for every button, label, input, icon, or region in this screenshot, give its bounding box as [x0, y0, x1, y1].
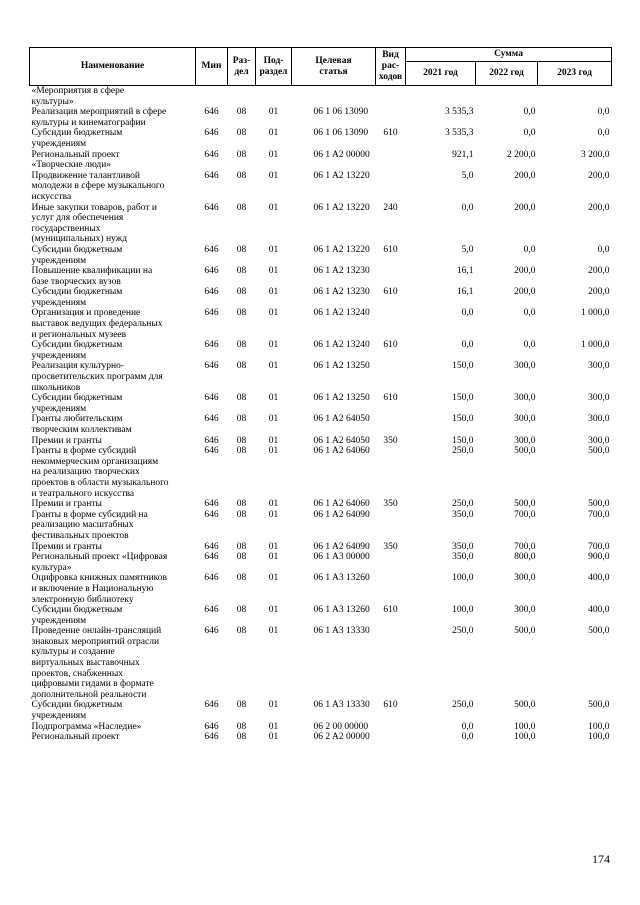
cell-min: 646 — [204, 170, 219, 181]
table-row — [30, 86, 612, 108]
cell-v2022: 300,0 — [514, 605, 536, 616]
cell-v2023: 300,0 — [588, 393, 610, 404]
cell-vr: 610 — [383, 605, 398, 616]
header-min: Мин — [196, 48, 228, 86]
cell-vr — [376, 150, 406, 171]
cell-v2023: 200,0 — [588, 287, 610, 298]
cell-v2023: 3 200,0 — [581, 149, 610, 160]
cell-rz: 08 — [236, 340, 247, 351]
cell-vr: 610 — [383, 700, 398, 711]
cell-pr: 01 — [268, 700, 279, 711]
cell-ks — [292, 86, 376, 108]
header-name: Наименование — [30, 48, 196, 86]
cell-v2023: 200,0 — [588, 202, 610, 213]
header-2023: 2023 год — [538, 62, 612, 86]
cell-rz: 08 — [236, 107, 247, 118]
cell-pr: 01 — [268, 721, 279, 732]
cell-vr: 610 — [383, 287, 398, 298]
header-sum: Сумма — [406, 48, 612, 62]
table-row — [30, 700, 612, 721]
cell-v2023: 500,0 — [588, 626, 610, 637]
cell-v2023: 900,0 — [588, 552, 610, 563]
cell-min: 646 — [204, 128, 219, 139]
table-row — [30, 107, 612, 128]
cell-v2022: 300,0 — [514, 573, 536, 584]
cell-rz: 08 — [236, 308, 247, 319]
cell-ks: 06 1 A2 13220 — [313, 202, 370, 213]
table-row — [30, 732, 612, 743]
cell-v2022: 0,0 — [523, 128, 536, 139]
cell-vr: 610 — [383, 244, 398, 255]
cell-pr: 01 — [268, 266, 279, 277]
cell-pr: 01 — [268, 605, 279, 616]
cell-ks: 06 1 A3 13260 — [313, 605, 370, 616]
cell-v2021: 150,0 — [452, 393, 474, 404]
header-2021: 2021 год — [406, 62, 476, 86]
cell-pr — [256, 86, 292, 108]
cell-name: Оцифровка книжных памятников и включение в Национальную электронную библиотеку — [31, 573, 168, 605]
cell-v2021: 16,1 — [456, 266, 474, 277]
cell-v2023: 300,0 — [588, 414, 610, 425]
cell-pr: 01 — [268, 732, 279, 743]
cell-ks: 06 1 A2 13240 — [313, 340, 370, 351]
cell-v2021: 350,0 — [452, 509, 474, 520]
table-body — [30, 86, 612, 743]
cell-v2021: 250,0 — [452, 700, 474, 711]
cell-rz: 08 — [236, 287, 247, 298]
cell-v2023: 200,0 — [588, 170, 610, 181]
cell-vr — [376, 361, 406, 393]
cell-v2021: 150,0 — [452, 414, 474, 425]
cell-v2022: 100,0 — [514, 721, 536, 732]
cell-v2023: 0,0 — [597, 244, 610, 255]
cell-rz: 08 — [236, 541, 247, 552]
cell-v2022: 200,0 — [514, 287, 536, 298]
cell-v2022: 200,0 — [514, 202, 536, 213]
cell-v2023: 700,0 — [588, 541, 610, 552]
cell-name: Региональный проект «Творческие люди» — [31, 149, 120, 171]
table-row — [30, 203, 612, 245]
cell-rz: 08 — [236, 732, 247, 743]
cell-pr: 01 — [268, 552, 279, 563]
cell-v2021: 0,0 — [461, 732, 474, 743]
cell-v2023: 200,0 — [588, 266, 610, 277]
cell-vr — [376, 510, 406, 542]
cell-min: 646 — [204, 340, 219, 351]
cell-pr: 01 — [268, 435, 279, 446]
cell-pr: 01 — [268, 170, 279, 181]
cell-v2023: 100,0 — [588, 732, 610, 743]
cell-min: 646 — [204, 552, 219, 563]
cell-ks: 06 2 00 00000 — [313, 721, 369, 732]
cell-v2022: 500,0 — [514, 700, 536, 711]
cell-min — [196, 86, 228, 108]
cell-name: Субсидии бюджетным учреждениям — [31, 128, 123, 149]
table-row — [30, 499, 612, 510]
cell-ks: 06 1 A3 13330 — [313, 626, 370, 637]
cell-min: 646 — [204, 435, 219, 446]
cell-ks: 06 1 A2 64090 — [313, 541, 370, 552]
cell-ks: 06 1 A3 13260 — [313, 573, 370, 584]
cell-name: Премии и гранты — [31, 541, 102, 552]
cell-min: 646 — [204, 732, 219, 743]
cell-v2021: 150,0 — [452, 435, 474, 446]
cell-pr: 01 — [268, 287, 279, 298]
cell-v2022: 100,0 — [514, 732, 536, 743]
cell-pr: 01 — [268, 308, 279, 319]
cell-rz: 08 — [236, 446, 247, 457]
cell-name: Продвижение талантливой молодежи в сфере музыкального искусства — [31, 170, 165, 202]
cell-v2021: 0,0 — [461, 202, 474, 213]
cell-ks: 06 1 A2 13250 — [313, 361, 370, 372]
cell-name: Реализация мероприятий в сфере культуры и кинематографии — [31, 107, 167, 128]
header-razdel: Раз- дел — [228, 48, 256, 86]
cell-v2022: 800,0 — [514, 552, 536, 563]
cell-vr: 610 — [383, 128, 398, 139]
budget-table — [29, 47, 612, 743]
cell-min: 646 — [204, 605, 219, 616]
cell-pr: 01 — [268, 541, 279, 552]
cell-v2021: 250,0 — [452, 626, 474, 637]
cell-v2023: 300,0 — [588, 361, 610, 372]
cell-ks: 06 1 A2 00000 — [313, 149, 370, 160]
cell-min: 646 — [204, 202, 219, 213]
cell-v2021: 350,0 — [452, 541, 474, 552]
cell-ks: 06 1 A3 00000 — [313, 552, 370, 563]
cell-rz: 08 — [236, 499, 247, 510]
cell-vr — [376, 107, 406, 128]
table-row — [30, 722, 612, 733]
table-row — [30, 510, 612, 542]
cell-name: Иные закупки товаров, работ и услуг для обеспечения государственных (муниципальных) нужд — [31, 202, 157, 245]
cell-rz: 08 — [236, 435, 247, 446]
cell-name: Субсидии бюджетным учреждениям — [31, 244, 123, 266]
cell-v2022: 300,0 — [514, 414, 536, 425]
cell-v2021: 0,0 — [461, 308, 474, 319]
cell-v2023: 500,0 — [588, 700, 610, 711]
header-2022: 2022 год — [476, 62, 538, 86]
cell-ks: 06 1 A2 13220 — [313, 170, 370, 181]
cell-min: 646 — [204, 244, 219, 255]
cell-min: 646 — [204, 700, 219, 711]
cell-v2023: 1 000,0 — [581, 340, 610, 351]
cell-vr: 350 — [383, 541, 398, 552]
cell-pr: 01 — [268, 128, 279, 139]
cell-v2022: 700,0 — [514, 509, 536, 520]
cell-name: Премии и гранты — [31, 435, 102, 446]
table-row — [30, 340, 612, 361]
cell-rz: 08 — [236, 700, 247, 711]
cell-v2022: 0,0 — [523, 244, 536, 255]
table-row — [30, 171, 612, 203]
cell-rz: 08 — [236, 605, 247, 616]
cell-name: Гранты в форме субсидий на реализацию масштабных фестивальных проектов — [31, 509, 148, 541]
cell-v2022: 500,0 — [514, 626, 536, 637]
cell-v2023: 400,0 — [588, 605, 610, 616]
cell-pr: 01 — [268, 626, 279, 637]
table-row — [30, 605, 612, 626]
table-header — [30, 48, 612, 86]
header-target: Целевая статья — [292, 48, 376, 86]
cell-name: Повышение квалификации на базе творческих вузов — [31, 266, 153, 287]
cell-ks: 06 1 A2 13220 — [313, 244, 370, 255]
cell-rz: 08 — [236, 170, 247, 181]
cell-v2021: 3 535,3 — [445, 107, 474, 118]
cell-ks: 06 1 A2 64090 — [313, 509, 370, 520]
budget-document — [29, 47, 611, 743]
cell-v2022: 0,0 — [523, 107, 536, 118]
table-row — [30, 245, 612, 266]
cell-vr: 610 — [383, 393, 398, 404]
cell-v2021: 0,0 — [461, 340, 474, 351]
cell-rz: 08 — [236, 626, 247, 637]
cell-min: 646 — [204, 573, 219, 584]
cell-rz: 08 — [236, 509, 247, 520]
cell-v2023: 0,0 — [597, 107, 610, 118]
cell-min: 646 — [204, 509, 219, 520]
cell-v2021: 250,0 — [452, 446, 474, 457]
cell-name: Гранты в форме субсидий некоммерческим организациям на реализацию творческих проектов в области музыкального и театрального искусства — [31, 446, 169, 499]
cell-v2022: 500,0 — [514, 446, 536, 457]
cell-ks: 06 1 A2 64050 — [313, 414, 370, 425]
cell-name: Субсидии бюджетным учреждениям — [31, 700, 123, 722]
cell-vr — [376, 732, 406, 743]
cell-vr — [376, 552, 406, 573]
cell-v2021 — [406, 86, 476, 108]
cell-min: 646 — [204, 446, 219, 457]
cell-vr — [376, 308, 406, 340]
cell-min: 646 — [204, 541, 219, 552]
cell-name: Региональный проект «Цифровая культура» — [31, 552, 168, 573]
cell-name: Организация и проведение выставок ведущих федеральных и региональных музеев — [31, 308, 163, 340]
cell-ks: 06 1 06 13090 — [313, 128, 369, 139]
cell-vr — [376, 86, 406, 108]
table-row — [30, 446, 612, 499]
cell-pr: 01 — [268, 202, 279, 213]
header-podrazdel: Под- раздел — [256, 48, 292, 86]
cell-min: 646 — [204, 287, 219, 298]
cell-name: Подпрограмма «Наследие» — [31, 721, 142, 732]
table-row — [30, 552, 612, 573]
cell-v2022: 700,0 — [514, 541, 536, 552]
cell-v2021: 250,0 — [452, 499, 474, 510]
cell-v2022: 2 200,0 — [507, 149, 536, 160]
cell-vr: 350 — [383, 435, 398, 446]
cell-pr: 01 — [268, 499, 279, 510]
cell-min: 646 — [204, 266, 219, 277]
table-row — [30, 573, 612, 605]
cell-name: Гранты любительским творческим коллективам — [31, 414, 132, 435]
cell-rz: 08 — [236, 721, 247, 732]
table-row — [30, 150, 612, 171]
table-row — [30, 361, 612, 393]
cell-v2021: 350,0 — [452, 552, 474, 563]
cell-pr: 01 — [268, 244, 279, 255]
cell-vr: 240 — [383, 202, 398, 213]
cell-name: Проведение онлайн-трансляций знаковых мероприятий отрасли культуры и создание виртуальных выставочных проектов, снабженных цифровыми гидами в формате дополнительной реальности — [31, 626, 162, 700]
cell-rz: 08 — [236, 361, 247, 372]
cell-v2023: 500,0 — [588, 499, 610, 510]
cell-v2023: 1 000,0 — [581, 308, 610, 319]
cell-vr — [376, 171, 406, 203]
table-row — [30, 542, 612, 553]
cell-min: 646 — [204, 626, 219, 637]
cell-v2022 — [476, 86, 538, 108]
cell-vr — [376, 573, 406, 605]
cell-v2023: 300,0 — [588, 435, 610, 446]
cell-pr: 01 — [268, 340, 279, 351]
cell-v2022: 300,0 — [514, 435, 536, 446]
cell-v2022: 500,0 — [514, 499, 536, 510]
cell-pr: 01 — [268, 107, 279, 118]
cell-name: Реализация культурно- просветительских программ для школьников — [31, 361, 163, 393]
cell-vr — [376, 626, 406, 700]
cell-ks: 06 1 A3 13330 — [313, 700, 370, 711]
cell-ks: 06 1 A2 13240 — [313, 308, 370, 319]
cell-vr — [376, 722, 406, 733]
cell-ks: 06 1 A2 13230 — [313, 266, 370, 277]
cell-v2022: 0,0 — [523, 308, 536, 319]
cell-v2023: 500,0 — [588, 446, 610, 457]
cell-vr — [376, 266, 406, 287]
cell-rz: 08 — [236, 552, 247, 563]
cell-v2023 — [538, 86, 612, 108]
cell-v2023: 0,0 — [597, 128, 610, 139]
cell-pr: 01 — [268, 509, 279, 520]
table-row — [30, 266, 612, 287]
cell-ks: 06 1 A2 64060 — [313, 446, 370, 457]
cell-v2021: 5,0 — [461, 170, 474, 181]
table-row — [30, 436, 612, 447]
cell-pr: 01 — [268, 414, 279, 425]
header-vid: Вид рас- ходов — [376, 48, 406, 86]
cell-v2021: 5,0 — [461, 244, 474, 255]
cell-name: Субсидии бюджетным учреждениям — [31, 287, 123, 308]
cell-min: 646 — [204, 308, 219, 319]
cell-rz: 08 — [236, 266, 247, 277]
cell-v2021: 150,0 — [452, 361, 474, 372]
cell-v2021: 0,0 — [461, 721, 474, 732]
table-row — [30, 393, 612, 414]
cell-pr: 01 — [268, 149, 279, 160]
cell-vr: 610 — [383, 340, 398, 351]
cell-name: Субсидии бюджетным учреждениям — [31, 340, 123, 361]
cell-rz — [228, 86, 256, 108]
cell-rz: 08 — [236, 573, 247, 584]
cell-ks: 06 1 A2 64050 — [313, 435, 370, 446]
cell-min: 646 — [204, 499, 219, 510]
table-row — [30, 308, 612, 340]
cell-min: 646 — [204, 107, 219, 118]
cell-vr — [376, 414, 406, 435]
page-number: 174 — [592, 852, 610, 866]
cell-v2022: 200,0 — [514, 266, 536, 277]
cell-rz: 08 — [236, 149, 247, 160]
cell-rz: 08 — [236, 128, 247, 139]
cell-ks: 06 2 A2 00000 — [313, 732, 370, 743]
cell-pr: 01 — [268, 446, 279, 457]
cell-min: 646 — [204, 393, 219, 404]
cell-name: Субсидии бюджетным учреждениям — [31, 605, 123, 626]
cell-v2021: 921,1 — [452, 149, 474, 160]
cell-v2022: 300,0 — [514, 393, 536, 404]
cell-rz: 08 — [236, 244, 247, 255]
cell-vr: 350 — [383, 499, 398, 510]
table-row — [30, 287, 612, 308]
cell-pr: 01 — [268, 573, 279, 584]
cell-min: 646 — [204, 414, 219, 425]
table-row — [30, 414, 612, 435]
cell-v2023: 700,0 — [588, 509, 610, 520]
cell-v2023: 100,0 — [588, 721, 610, 732]
cell-rz: 08 — [236, 414, 247, 425]
cell-name: «Мероприятия в сфере культуры» — [31, 86, 125, 107]
cell-v2021: 16,1 — [456, 287, 474, 298]
cell-name: Субсидии бюджетным учреждениям — [31, 393, 123, 414]
cell-v2022: 300,0 — [514, 361, 536, 372]
cell-v2021: 100,0 — [452, 573, 474, 584]
cell-min: 646 — [204, 149, 219, 160]
cell-ks: 06 1 A2 13250 — [313, 393, 370, 404]
cell-ks: 06 1 06 13090 — [313, 107, 369, 118]
cell-v2022: 0,0 — [523, 340, 536, 351]
cell-vr — [376, 446, 406, 499]
cell-v2022: 200,0 — [514, 170, 536, 181]
cell-ks: 06 1 A2 13230 — [313, 287, 370, 298]
cell-name: Региональный проект — [31, 732, 120, 743]
table-row — [30, 128, 612, 149]
cell-v2021: 100,0 — [452, 605, 474, 616]
table-row — [30, 626, 612, 700]
cell-min: 646 — [204, 361, 219, 372]
cell-v2023: 400,0 — [588, 573, 610, 584]
cell-rz: 08 — [236, 393, 247, 404]
cell-ks: 06 1 A2 64060 — [313, 499, 370, 510]
cell-v2021: 3 535,3 — [445, 128, 474, 139]
cell-rz: 08 — [236, 202, 247, 213]
cell-pr: 01 — [268, 393, 279, 404]
cell-min: 646 — [204, 721, 219, 732]
cell-name: Премии и гранты — [31, 499, 102, 510]
cell-pr: 01 — [268, 361, 279, 372]
